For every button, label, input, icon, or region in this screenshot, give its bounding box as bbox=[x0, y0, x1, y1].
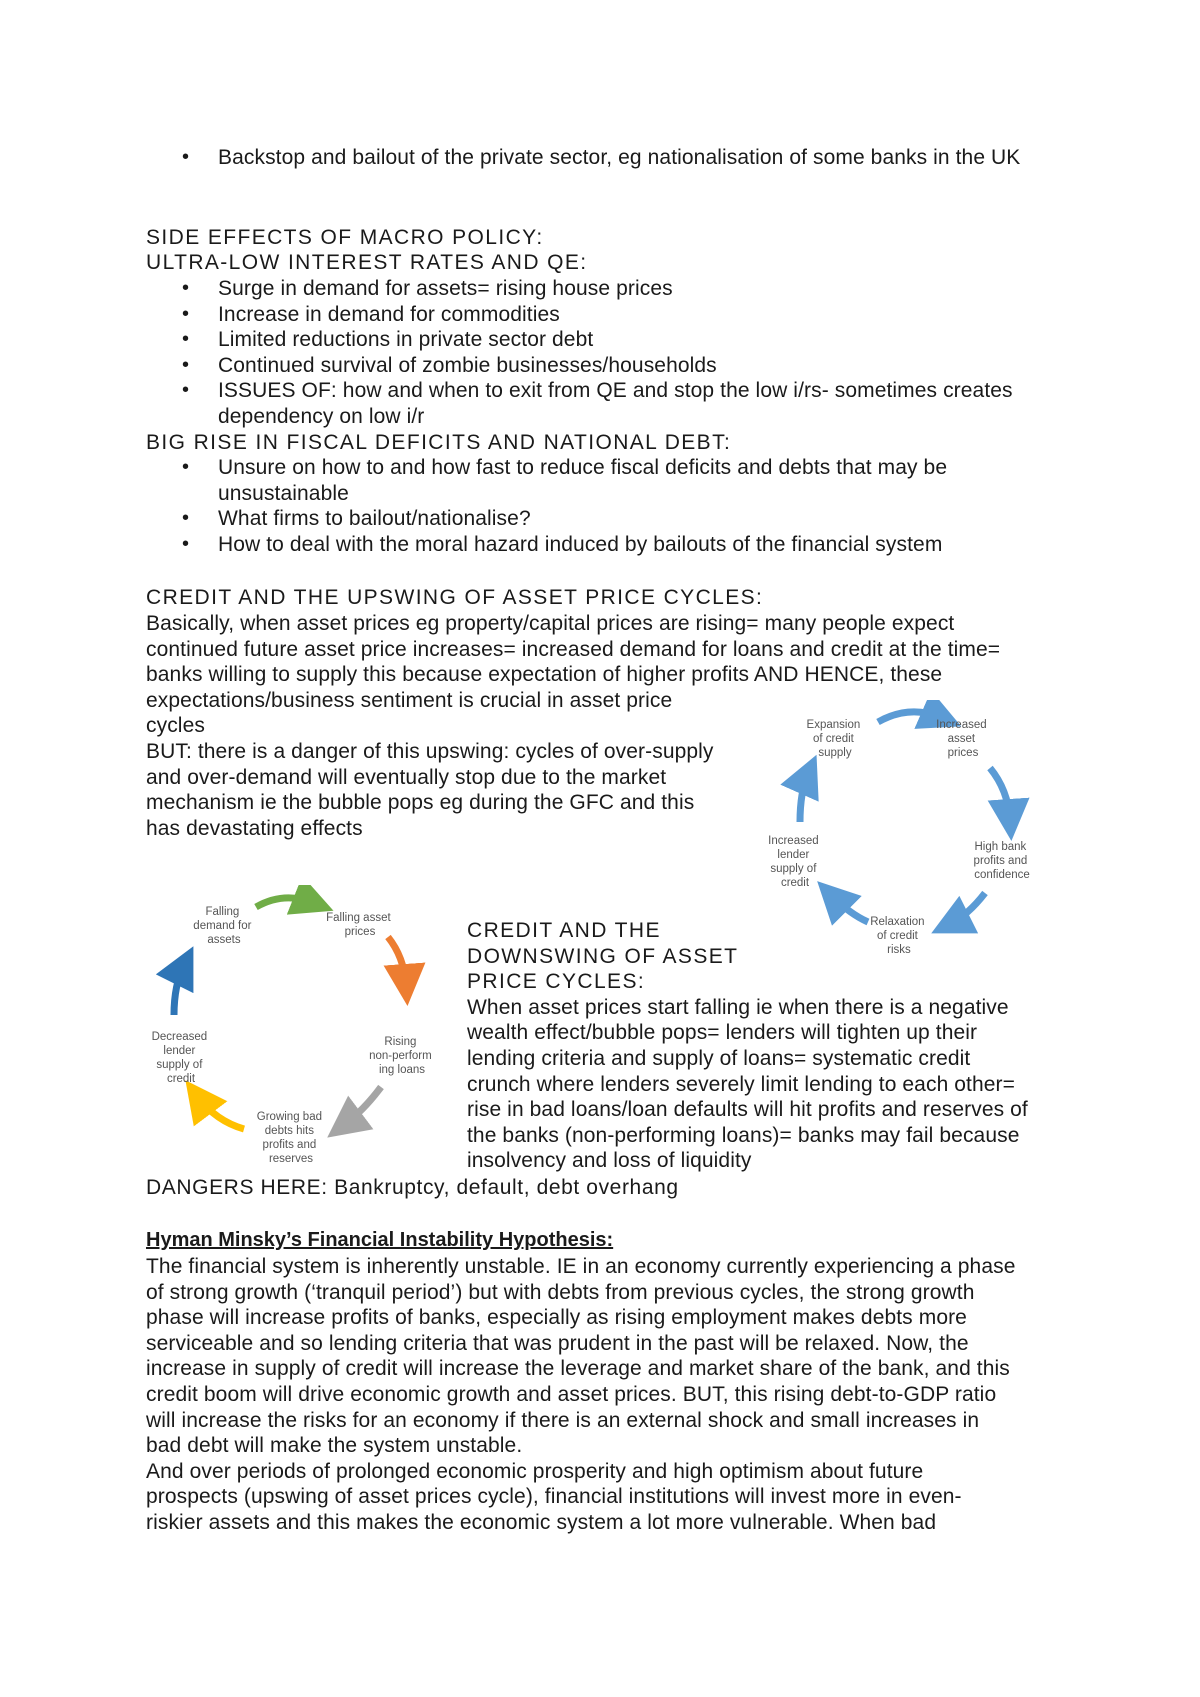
text-line: phase will increase profits of banks, especially as rising employment makes debts more bbox=[146, 1306, 967, 1330]
diagram-label: Expansion of credit supply bbox=[806, 719, 861, 759]
upswing-heading: CREDIT AND THE UPSWING OF ASSET PRICE CYCLES: bbox=[146, 586, 764, 609]
intro-bullet-list bbox=[146, 145, 1066, 171]
text-line: rise in bad loans/loan defaults will hit profits and reserves of bbox=[467, 1098, 1028, 1122]
list-item: • Continued survival of zombie businesses/households bbox=[146, 353, 1066, 379]
fiscal-heading: BIG RISE IN FISCAL DEFICITS AND NATIONAL DEBT: bbox=[146, 431, 732, 454]
text-line: bad debt will make the system unstable. bbox=[146, 1434, 523, 1458]
text-line: wealth effect/bubble pops= lenders will tighten up their bbox=[467, 1021, 978, 1045]
text-line: The financial system is inherently unstable. IE in an economy currently experiencing a phase bbox=[146, 1255, 1016, 1278]
diagram-label: Relaxation of credit risks bbox=[870, 916, 925, 956]
diagram-label: High bank profits and confidence bbox=[973, 841, 1030, 881]
text-line: has devastating effects bbox=[146, 816, 363, 840]
cycle-arrow bbox=[800, 774, 808, 822]
diagram-label: Rising non-perform ing loans bbox=[369, 1036, 432, 1076]
text-line: prospects (upswing of asset prices cycle), financial institutions will invest more in even- bbox=[146, 1485, 962, 1509]
text-line: banks willing to supply this because expectation of higher profits AND HENCE, these bbox=[146, 663, 943, 687]
text-line: increase in supply of credit will increase the leverage and market share of the bank, and this bbox=[146, 1357, 1010, 1381]
downswing-section bbox=[467, 918, 1067, 1174]
cycle-arrow bbox=[344, 1087, 381, 1125]
text-line: lending criteria and supply of loans= systematic credit bbox=[467, 1046, 971, 1070]
list-item: • ISSUES OF: how and when to exit from QE and stop the low i/rs- sometimes creates dependency on low i/r bbox=[146, 378, 1066, 429]
minsky-title: Hyman Minsky’s Financial Instability Hypothesis: bbox=[146, 1229, 614, 1251]
list-item: • What firms to bailout/nationalise? bbox=[146, 506, 1066, 532]
text-line: cycles bbox=[146, 714, 205, 738]
cycle-arrow bbox=[174, 965, 184, 1015]
list-item: • Backstop and bailout of the private sector, eg nationalisation of some banks in the UK bbox=[146, 145, 1066, 171]
side-effects-heading: SIDE EFFECTS OF MACRO POLICY: bbox=[146, 226, 544, 249]
text-line: crunch where lenders severely limit lending to each other= bbox=[467, 1072, 1016, 1096]
list-item: • How to deal with the moral hazard induced by bailouts of the financial system bbox=[146, 532, 1066, 558]
list-item: • Surge in demand for assets= rising house prices bbox=[146, 276, 1066, 302]
text-line: And over periods of prolonged economic prosperity and high optimism about future bbox=[146, 1459, 924, 1483]
text-line: When asset prices start falling ie when there is a negative bbox=[467, 995, 1009, 1019]
diagram-label: Increased lender supply of credit bbox=[768, 835, 819, 889]
minsky-paragraph bbox=[146, 1254, 1076, 1536]
downswing-heading-line: CREDIT AND THE bbox=[467, 919, 661, 942]
text-line: the banks (non-performing loans)= banks may fail because bbox=[467, 1123, 1020, 1147]
cycle-arrow bbox=[878, 712, 942, 722]
cycle-arrow bbox=[990, 768, 1010, 820]
dangers-line: DANGERS HERE: Bankruptcy, default, debt overhang bbox=[146, 1176, 679, 1199]
text-line: credit boom will drive economic growth and asset prices. BUT, this rising debt-to-GDP ratio bbox=[146, 1382, 997, 1406]
cycle-arrow bbox=[388, 937, 406, 985]
text-line: serviceable and so lending criteria that was prudent in the past will be relaxed. Now, the bbox=[146, 1331, 969, 1355]
text-line: of strong growth (‘tranquil period’) but with debts from previous cycles, the strong growth bbox=[146, 1280, 975, 1304]
text-line: continued future asset price increases= increased demand for loans and credit at the time= bbox=[146, 637, 1001, 661]
diagram-label: Growing bad debts hits profits and reserves bbox=[256, 1111, 323, 1165]
text-line: mechanism ie the bubble pops eg during the GFC and this bbox=[146, 791, 695, 815]
qe-heading: ULTRA-LOW INTEREST RATES AND QE: bbox=[146, 251, 588, 274]
diagram-label: Falling asset prices bbox=[326, 912, 391, 938]
downswing-heading-line: PRICE CYCLES: bbox=[467, 970, 646, 994]
cycle-arrow bbox=[198, 1097, 244, 1129]
downswing-heading-line: DOWNSWING OF ASSET bbox=[467, 944, 739, 968]
text-line: riskier assets and this makes the economic system a lot more vulnerable. When bad bbox=[146, 1510, 937, 1534]
text-line: and over-demand will eventually stop due to the market bbox=[146, 765, 667, 789]
fiscal-bullet-list bbox=[146, 455, 1066, 557]
text-line: insolvency and loss of liquidity bbox=[467, 1149, 752, 1173]
downswing-cycle-diagram bbox=[146, 885, 446, 1165]
list-item: • Unsure on how to and how fast to reduce fiscal deficits and debts that may be unsustainable bbox=[146, 455, 1066, 506]
text-line: expectations/business sentiment is crucial in asset price bbox=[146, 688, 673, 712]
diagram-label: Increased asset prices bbox=[936, 719, 987, 759]
text-line: will increase the risks for an economy if there is an external shock and small increases in bbox=[146, 1408, 980, 1432]
text-line: BUT: there is a danger of this upswing: cycles of over-supply bbox=[146, 739, 714, 763]
diagram-label: Falling demand for assets bbox=[193, 906, 252, 946]
cycle-arrow bbox=[256, 898, 314, 907]
qe-bullet-list bbox=[146, 276, 1066, 430]
list-item: • Increase in demand for commodities bbox=[146, 302, 1066, 328]
text-line: Basically, when asset prices eg property/capital prices are rising= many people expect bbox=[146, 612, 955, 635]
list-item: • Limited reductions in private sector debt bbox=[146, 327, 1066, 353]
diagram-label: Decreased lender supply of credit bbox=[151, 1031, 208, 1085]
